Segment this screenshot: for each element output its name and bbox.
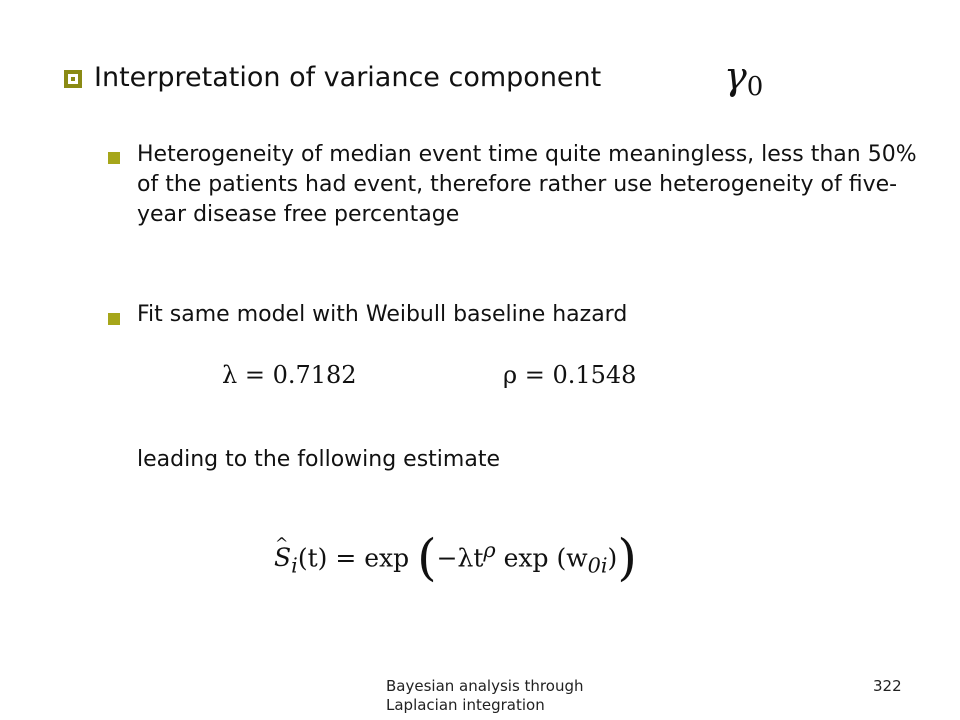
- heading-bullet-icon: [64, 70, 82, 88]
- footer-title: Bayesian analysis through Laplacian integration: [386, 677, 584, 714]
- bullet-square-icon: [108, 152, 120, 164]
- bullet-square-icon: [108, 313, 120, 325]
- page-number: 322: [873, 677, 902, 695]
- rho-estimate: ρ = 0.1548: [503, 361, 637, 389]
- lead-text: leading to the following estimate: [137, 447, 500, 472]
- survival-formula: ^ $S_i(t) = \exp (-\lambda t^\rho$ $\exp (w_{0i})$): [274, 520, 637, 595]
- slide-heading: Interpretation of variance component: [94, 62, 602, 93]
- bullet-text-heterogeneity: Heterogeneity of median event time quite meaningless, less than 50% of the patients had event, therefore rather use heterogeneity of five-year disease free percentage: [137, 142, 917, 227]
- bullet-text-weibull: Fit same model with Weibull baseline hazard: [137, 302, 628, 327]
- gamma-zero-symbol: $\gamma_0$: [724, 54, 764, 102]
- lambda-estimate: λ = 0.7182: [222, 361, 357, 389]
